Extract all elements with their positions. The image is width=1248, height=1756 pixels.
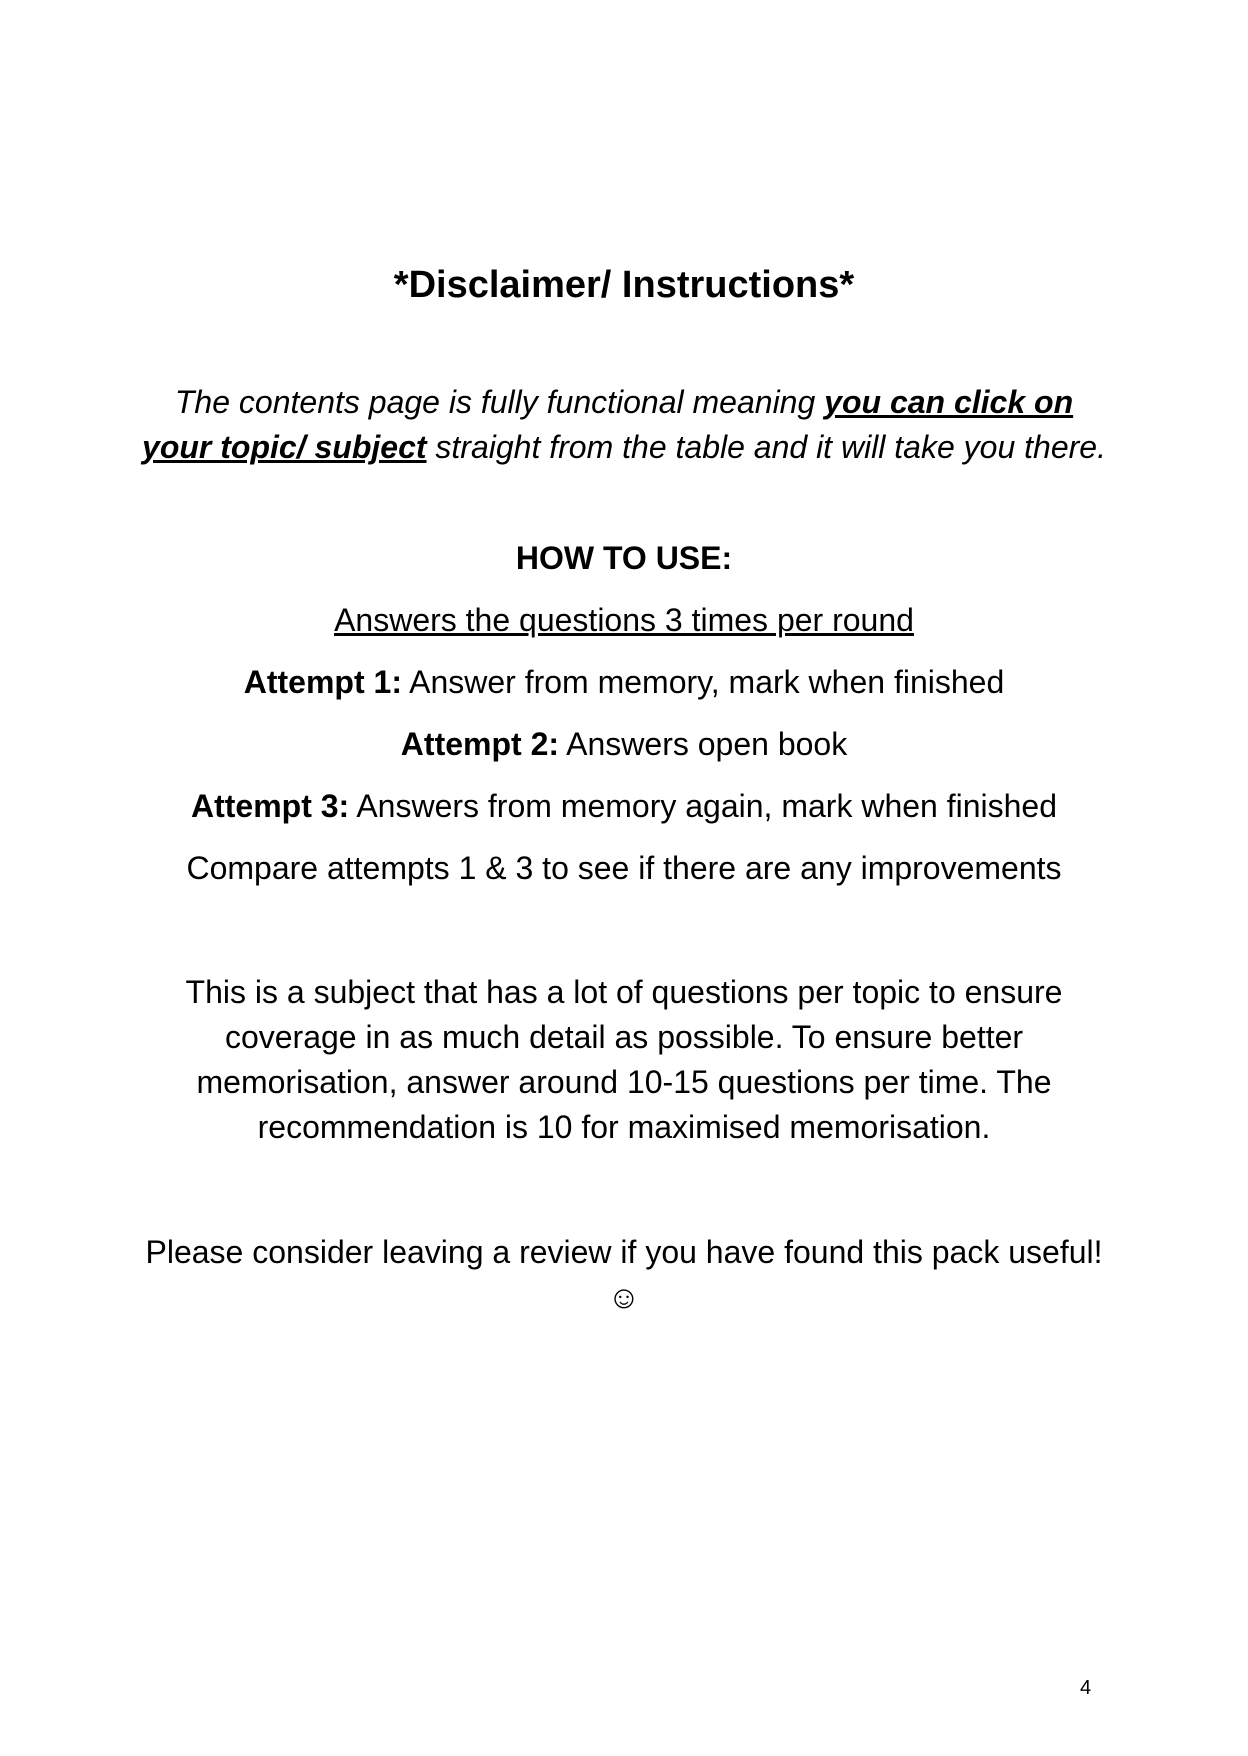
page-title: *Disclaimer/ Instructions* <box>393 264 855 306</box>
contents-link-text: you can click on your topic/ subject <box>142 384 1074 465</box>
how-to-use-heading: HOW TO USE: <box>515 540 733 576</box>
coverage-paragraph: This is a subject that has a lot of questions per topic to ensure coverage in as much detail as possible. To ensure better memorisation, answer around 10-15 questions per time. The recommendation is 10 for maximised memorisation. <box>185 974 1063 1145</box>
intro-paragraph <box>140 380 1108 470</box>
attempt-2-label: Attempt 2: <box>400 726 560 762</box>
attempt-3-label: Attempt 3: <box>190 788 350 824</box>
answers-instruction: Answers the questions 3 times per round <box>334 602 914 638</box>
review-request-paragraph: Please consider leaving a review if you have found this pack useful! ☺ <box>145 1234 1103 1315</box>
attempt-3-line <box>140 784 1108 828</box>
attempt-1-label: Attempt 1: <box>243 664 402 700</box>
page-number: 4 <box>1080 1677 1092 1699</box>
attempt-1-line <box>140 660 1108 704</box>
compare-instruction: Compare attempts 1 & 3 to see if there are any improvements <box>186 850 1062 886</box>
attempt-2-text: Answers open book <box>559 726 848 762</box>
intro-text-end: straight from the table and it will take you there. <box>426 429 1106 465</box>
intro-text-start: The contents page is fully functional meaning <box>174 384 825 420</box>
attempt-3-text: Answers from memory again, mark when finished <box>349 788 1058 824</box>
attempt-1-text: Answer from memory, mark when finished <box>401 664 1005 700</box>
attempt-2-line <box>140 722 1108 766</box>
